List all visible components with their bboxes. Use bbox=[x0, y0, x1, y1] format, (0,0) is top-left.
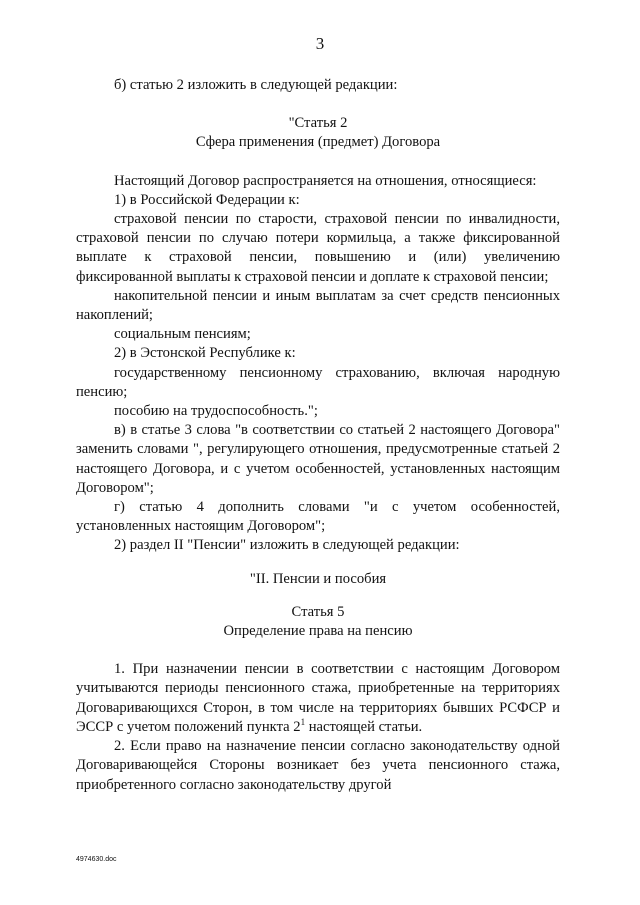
item-1-ending: настоящей статьи. bbox=[305, 718, 423, 735]
paragraph-social-pensions: социальным пенсиям; bbox=[114, 326, 251, 343]
paragraph-state-insurance: государственному пенсионному страхованию, включая народную пенсию; bbox=[76, 364, 560, 400]
paragraph-work-ability: пособию на трудоспособность."; bbox=[114, 403, 318, 420]
article-2-title: Сфера применения (предмет) Договора bbox=[195, 134, 441, 151]
section-ii-heading: "II. Пенсии и пособия bbox=[249, 570, 387, 587]
paragraph-amendment-g: г) статью 4 дополнить словами "и с учетом особенностей, установленных настоящим Договором"; bbox=[76, 499, 560, 535]
paragraph-scope-intro: Настоящий Договор распространяется на отношения, относящиеся: bbox=[114, 172, 537, 189]
paragraph-article-5-item-1 bbox=[76, 660, 560, 737]
article-5-heading: Статья 5 bbox=[291, 603, 345, 620]
paragraph-amendment-v: в) в статье 3 слова "в соответствии со статьей 2 настоящего Договора" заменить словами ", регулирующего отношения, предусмотренные статьей 2 настоящего Договора, и с учетом особенностей, установленных настоящим Договором"; bbox=[76, 422, 560, 496]
paragraph-estonia: 2) в Эстонской Республике к: bbox=[114, 345, 296, 362]
file-id: 4974630.doc bbox=[76, 856, 117, 863]
page-number: 3 bbox=[315, 34, 325, 53]
article-5-title: Определение права на пенсию bbox=[223, 623, 413, 640]
document-body bbox=[76, 76, 560, 795]
paragraph-insurance-pensions: страховой пенсии по старости, страховой пенсии по инвалидности, страховой пенсии по случаю потери кормильца, а также фиксированной выплате к страховой пенсии, повышению и (или) увеличению фиксированной выплаты к страховой пенсии и доплате к страховой пенсии; bbox=[76, 211, 560, 285]
paragraph-article-5-item-2: 2. Если право на назначение пенсии согласно законодательству одной Договаривающейся Стороны возникает без учета пенсионного стажа, приобретенного согласно законодательству другой bbox=[76, 738, 560, 793]
article-2-heading: "Статья 2 bbox=[288, 115, 348, 132]
paragraph-amendment-b: б) статью 2 изложить в следующей редакции: bbox=[114, 77, 398, 93]
paragraph-funded-pension: накопительной пенсии и иным выплатам за счет средств пенсионных накоплений; bbox=[76, 287, 560, 324]
item-1-text: 1. При назначении пенсии в соответствии с настоящим Договором учитываются периоды пенсионного стажа, приобретенные на территориях Договаривающихся Сторон, в том числе на территориях бывших РСФСР и ЭССР с учетом положений пункта 2 bbox=[76, 661, 560, 735]
superscript-index: 1 bbox=[300, 717, 306, 728]
paragraph-section-ii: 2) раздел II "Пенсии" изложить в следующей редакции: bbox=[114, 537, 460, 554]
paragraph-russia: 1) в Российской Федерации к: bbox=[114, 191, 300, 208]
